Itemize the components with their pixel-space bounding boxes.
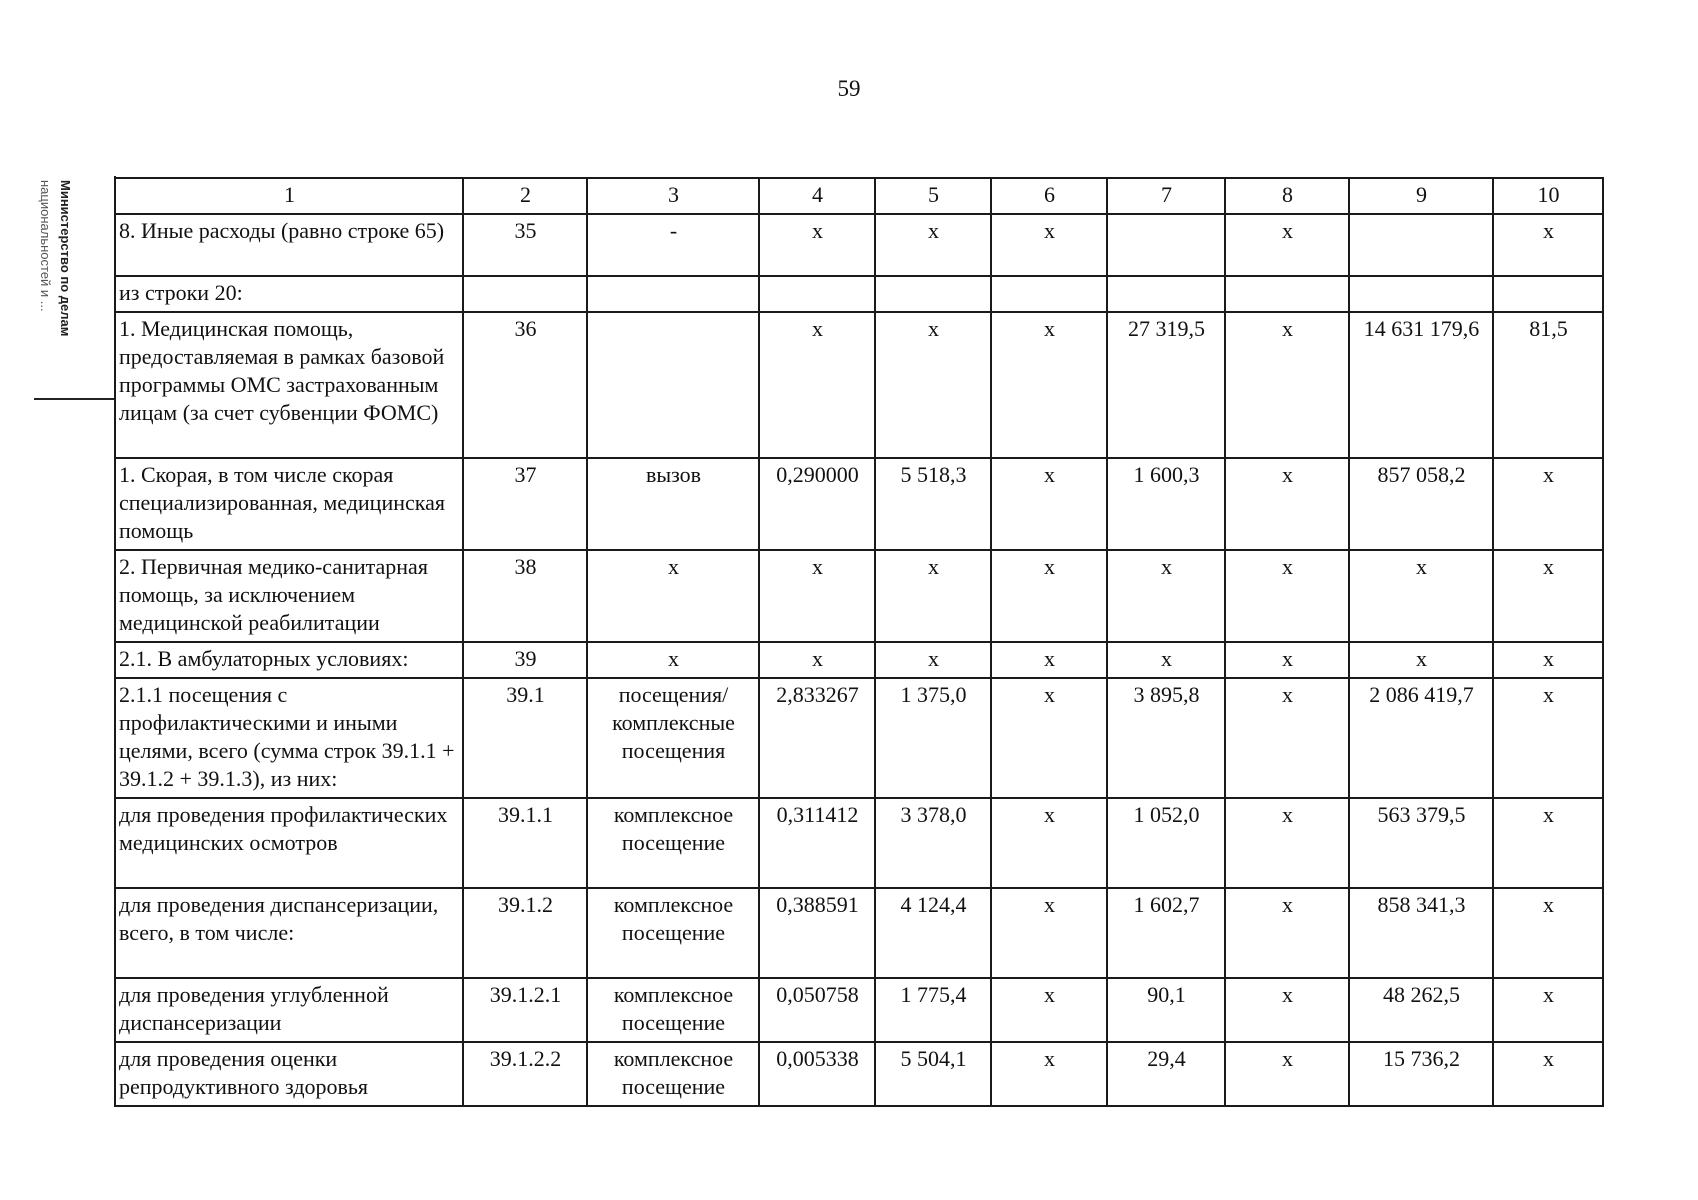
unit-cell: - — [587, 214, 759, 276]
row-code: 35 — [463, 214, 587, 276]
value-cell: 29,4 — [1107, 1042, 1225, 1106]
row-label: 8. Иные расходы (равно строке 65) — [115, 214, 463, 276]
unit-cell: комплексное посещение — [587, 798, 759, 888]
value-cell: х — [875, 642, 991, 678]
value-cell: х — [759, 214, 875, 276]
value-cell — [1349, 214, 1493, 276]
value-cell: 857 058,2 — [1349, 458, 1493, 550]
column-header: 6 — [991, 178, 1107, 214]
row-code: 39.1.2.1 — [463, 978, 587, 1042]
row-label: 2. Первичная медико-санитарная помощь, за исключением медицинской реабилитации — [115, 550, 463, 642]
table-row — [115, 550, 1603, 642]
row-code: 36 — [463, 312, 587, 458]
page-number: 59 — [837, 76, 861, 101]
unit-cell: х — [587, 642, 759, 678]
value-cell: х — [991, 978, 1107, 1042]
value-cell: 4 124,4 — [875, 888, 991, 978]
row-label: из строки 20: — [115, 276, 463, 312]
value-cell: 0,290000 — [759, 458, 875, 550]
value-cell: х — [991, 458, 1107, 550]
value-cell: 14 631 179,6 — [1349, 312, 1493, 458]
value-cell: 563 379,5 — [1349, 798, 1493, 888]
value-cell: х — [991, 550, 1107, 642]
unit-cell — [587, 276, 759, 312]
value-cell: 2,833267 — [759, 678, 875, 798]
value-cell: х — [991, 798, 1107, 888]
value-cell: х — [1493, 214, 1603, 276]
value-cell — [1493, 276, 1603, 312]
value-cell: 0,388591 — [759, 888, 875, 978]
value-cell: х — [1107, 642, 1225, 678]
value-cell: 1 052,0 — [1107, 798, 1225, 888]
row-label: для проведения оценки репродуктивного здоровья — [115, 1042, 463, 1106]
value-cell: х — [1225, 678, 1349, 798]
unit-cell: комплексное посещение — [587, 888, 759, 978]
column-header: 3 — [587, 178, 759, 214]
value-cell: х — [1493, 978, 1603, 1042]
value-cell: 1 600,3 — [1107, 458, 1225, 550]
value-cell: 3 378,0 — [875, 798, 991, 888]
row-code: 37 — [463, 458, 587, 550]
value-cell — [1107, 276, 1225, 312]
column-header: 5 — [875, 178, 991, 214]
value-cell: 48 262,5 — [1349, 978, 1493, 1042]
row-label: 2.1. В амбулаторных условиях: — [115, 642, 463, 678]
row-label: для проведения диспансеризации, всего, в том числе: — [115, 888, 463, 978]
value-cell — [875, 276, 991, 312]
value-cell: х — [991, 312, 1107, 458]
value-cell: х — [1225, 888, 1349, 978]
value-cell: х — [1225, 312, 1349, 458]
row-label: 1. Скорая, в том числе скорая специализированная, медицинская помощь — [115, 458, 463, 550]
value-cell: 0,311412 — [759, 798, 875, 888]
value-cell: х — [1225, 798, 1349, 888]
row-label: 2.1.1 посещения с профилактическими и иными целями, всего (сумма строк 39.1.1 + 39.1.2 + 39.1.3), из них: — [115, 678, 463, 798]
unit-cell: посещения/ комплексные посещения — [587, 678, 759, 798]
value-cell: х — [1349, 642, 1493, 678]
column-header: 1 — [115, 178, 463, 214]
row-code: 38 — [463, 550, 587, 642]
value-cell: 5 518,3 — [875, 458, 991, 550]
row-code — [463, 276, 587, 312]
value-cell: 858 341,3 — [1349, 888, 1493, 978]
table-row — [115, 276, 1603, 312]
unit-cell: комплексное посещение — [587, 1042, 759, 1106]
row-label: 1. Медицинская помощь, предоставляемая в рамках базовой программы ОМС застрахованным лицам (за счет субвенции ФОМС) — [115, 312, 463, 458]
value-cell: х — [1225, 978, 1349, 1042]
value-cell: х — [1225, 458, 1349, 550]
value-cell: 1 775,4 — [875, 978, 991, 1042]
row-label: для проведения углубленной диспансеризации — [115, 978, 463, 1042]
row-label: для проведения профилактических медицинских осмотров — [115, 798, 463, 888]
unit-cell: х — [587, 550, 759, 642]
value-cell: х — [1493, 642, 1603, 678]
value-cell: х — [1349, 550, 1493, 642]
value-cell: х — [1107, 550, 1225, 642]
table-row — [115, 642, 1603, 678]
value-cell: х — [991, 214, 1107, 276]
value-cell: 27 319,5 — [1107, 312, 1225, 458]
value-cell — [1107, 214, 1225, 276]
column-header: 2 — [463, 178, 587, 214]
value-cell: х — [991, 888, 1107, 978]
table-row — [115, 678, 1603, 798]
column-header: 7 — [1107, 178, 1225, 214]
column-header: 4 — [759, 178, 875, 214]
value-cell: х — [1225, 1042, 1349, 1106]
value-cell: х — [1493, 458, 1603, 550]
value-cell: х — [1493, 1042, 1603, 1106]
value-cell — [759, 276, 875, 312]
table-row — [115, 214, 1603, 276]
value-cell: 1 375,0 — [875, 678, 991, 798]
stamp-line-2: национальностей и ... — [38, 180, 53, 312]
value-cell: х — [759, 550, 875, 642]
value-cell: х — [1225, 550, 1349, 642]
value-cell: 1 602,7 — [1107, 888, 1225, 978]
value-cell: х — [991, 1042, 1107, 1106]
value-cell: 81,5 — [1493, 312, 1603, 458]
table-row — [115, 978, 1603, 1042]
unit-cell — [587, 312, 759, 458]
value-cell: х — [991, 642, 1107, 678]
column-header: 10 — [1493, 178, 1603, 214]
table-header-row — [115, 178, 1603, 214]
value-cell: х — [1493, 888, 1603, 978]
value-cell — [1349, 276, 1493, 312]
value-cell: 15 736,2 — [1349, 1042, 1493, 1106]
value-cell: 0,050758 — [759, 978, 875, 1042]
value-cell: 3 895,8 — [1107, 678, 1225, 798]
value-cell: х — [1493, 798, 1603, 888]
value-cell: 2 086 419,7 — [1349, 678, 1493, 798]
column-header: 8 — [1225, 178, 1349, 214]
table-row — [115, 312, 1603, 458]
value-cell: х — [759, 312, 875, 458]
value-cell: х — [1493, 678, 1603, 798]
table-row — [115, 1042, 1603, 1106]
value-cell: х — [759, 642, 875, 678]
row-code: 39.1 — [463, 678, 587, 798]
table-row — [115, 458, 1603, 550]
value-cell — [991, 276, 1107, 312]
unit-cell: вызов — [587, 458, 759, 550]
value-cell: х — [875, 214, 991, 276]
registration-stamp — [34, 176, 116, 400]
budget-table — [114, 177, 1604, 1107]
value-cell: 5 504,1 — [875, 1042, 991, 1106]
value-cell: 0,005338 — [759, 1042, 875, 1106]
row-code: 39.1.2.2 — [463, 1042, 587, 1106]
value-cell: х — [991, 678, 1107, 798]
column-header: 9 — [1349, 178, 1493, 214]
value-cell: х — [1225, 642, 1349, 678]
row-code: 39.1.2 — [463, 888, 587, 978]
table-row — [115, 798, 1603, 888]
row-code: 39 — [463, 642, 587, 678]
value-cell: х — [875, 550, 991, 642]
value-cell — [1225, 276, 1349, 312]
value-cell: х — [875, 312, 991, 458]
value-cell: х — [1493, 550, 1603, 642]
value-cell: 90,1 — [1107, 978, 1225, 1042]
stamp-line-1: Министерство по делам — [58, 180, 73, 337]
value-cell: х — [1225, 214, 1349, 276]
row-code: 39.1.1 — [463, 798, 587, 888]
unit-cell: комплексное посещение — [587, 978, 759, 1042]
table-row — [115, 888, 1603, 978]
